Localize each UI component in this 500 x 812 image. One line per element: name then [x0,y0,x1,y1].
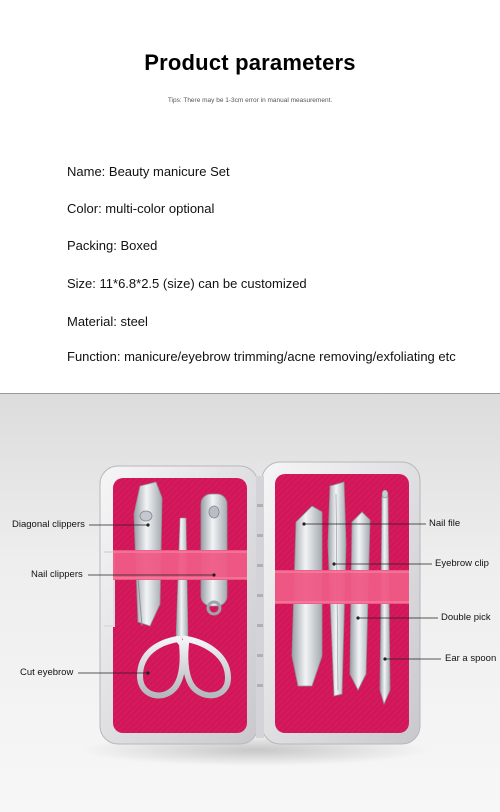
label-cut-eyebrow: Cut eyebrow [20,667,74,678]
left-strap [113,550,247,580]
label-nail-clippers: Nail clippers [31,569,83,580]
label-double-pick: Double pick [441,612,491,623]
param-material: Material: steel [67,314,148,329]
parameters-section [0,0,500,393]
label-nail-file: Nail file [429,518,461,529]
page-title: Product parameters [144,50,356,75]
param-function: Function: manicure/eyebrow trimming/acne removing/exfoliating etc [67,349,456,364]
label-ear-spoon: Ear a spoon [445,653,497,664]
label-diagonal-clippers: Diagonal clippers [12,519,85,530]
param-size: Size: 11*6.8*2.5 (size) can be customized [67,276,307,291]
manicure-set-photo [0,394,500,812]
measurement-tip: Tips: There may be 1-3cm error in manual measurement. [167,97,333,104]
param-name: Name: Beauty manicure Set [67,164,230,179]
right-strap [275,570,409,604]
param-color: Color: multi-color optional [67,201,215,216]
param-packing: Packing: Boxed [67,238,158,253]
label-eyebrow-clip: Eyebrow clip [435,558,489,569]
